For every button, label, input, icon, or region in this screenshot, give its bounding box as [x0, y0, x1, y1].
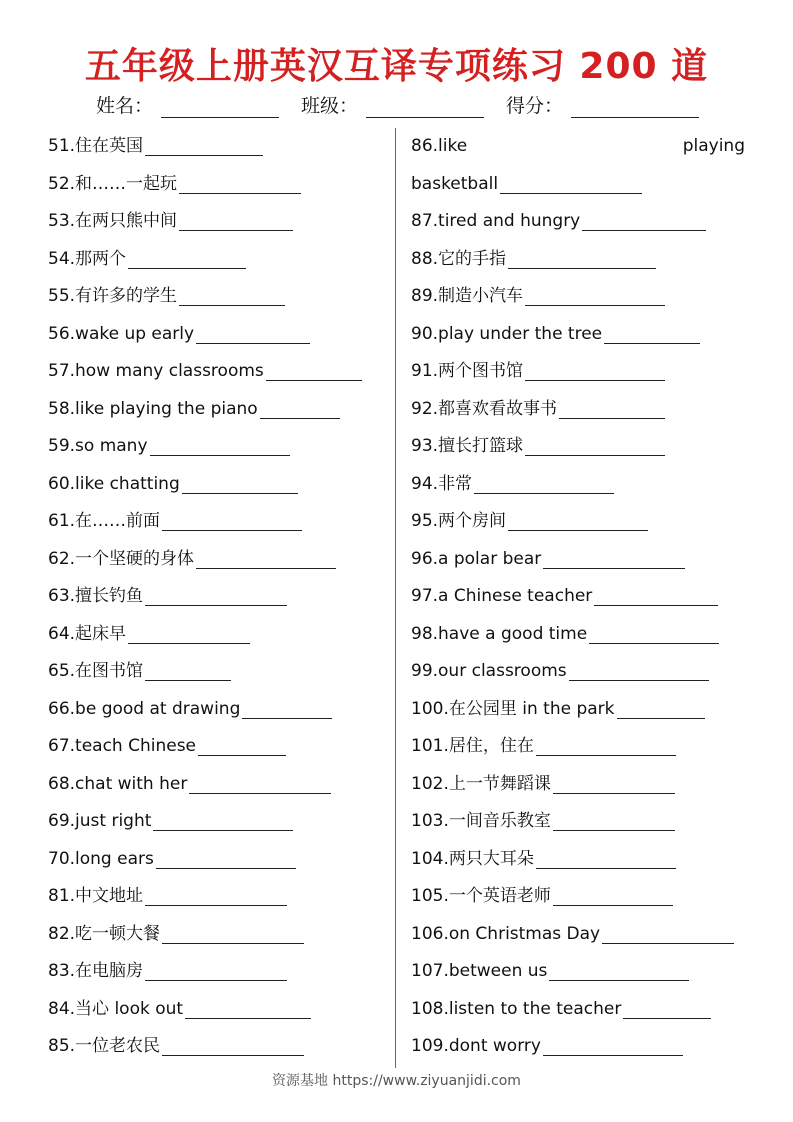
question-item	[411, 991, 751, 1029]
question-text: 63.擅长钓鱼	[48, 586, 144, 607]
question-item	[48, 878, 388, 916]
answer-blank[interactable]	[182, 475, 298, 494]
question-item	[48, 503, 388, 541]
answer-blank[interactable]	[525, 287, 665, 306]
question-item	[48, 616, 388, 654]
question-text: 69.just right	[48, 811, 152, 832]
question-item	[411, 578, 751, 616]
question-item	[48, 766, 388, 804]
question-text: 62.一个坚硬的身体	[48, 548, 195, 569]
right-question-column	[411, 128, 751, 1066]
question-text: 102.上一节舞蹈课	[411, 773, 551, 794]
question-text: 103.一间音乐教室	[411, 811, 551, 832]
answer-blank[interactable]	[150, 437, 290, 456]
answer-blank[interactable]	[536, 737, 676, 756]
question-text: 60.like chatting	[48, 473, 180, 494]
answer-blank[interactable]	[617, 700, 705, 719]
question-text: 67.teach Chinese	[48, 736, 197, 757]
question-item	[411, 316, 751, 354]
worksheet-title: 五年级上册英汉互译专项练习 200 道	[84, 46, 709, 87]
class-blank[interactable]	[366, 97, 484, 118]
question-text: 98.have a good time	[411, 623, 588, 644]
question-text: 85.一位老农民	[48, 1036, 161, 1057]
question-text: 84.当心 look out	[48, 998, 184, 1019]
question-item	[48, 278, 388, 316]
question-text-continued: playing	[682, 136, 745, 157]
answer-blank[interactable]	[594, 587, 718, 606]
question-text: 87.tired and hungry	[411, 211, 581, 232]
question-text: 89.制造小汽车	[411, 286, 524, 307]
column-divider	[395, 128, 396, 1068]
question-text: 68.chat with her	[48, 773, 188, 794]
question-item	[411, 353, 751, 391]
question-text: 91.两个图书馆	[411, 361, 524, 382]
answer-blank[interactable]	[525, 437, 665, 456]
name-field[interactable]	[96, 91, 279, 118]
score-field[interactable]	[506, 91, 699, 118]
question-text: 109.dont worry	[411, 1036, 541, 1057]
answer-blank[interactable]	[196, 550, 336, 569]
question-item	[411, 428, 751, 466]
answer-blank[interactable]	[128, 250, 246, 269]
question-text: 56.wake up early	[48, 323, 195, 344]
answer-blank[interactable]	[559, 400, 665, 419]
answer-blank[interactable]	[508, 512, 648, 531]
question-text: 82.吃一顿大餐	[48, 923, 161, 944]
question-item	[48, 916, 388, 954]
question-text: 100.在公园里 in the park	[411, 698, 615, 719]
question-text: 86.like	[411, 136, 468, 157]
question-item	[48, 953, 388, 991]
question-text: 101.居住，住在	[411, 736, 534, 757]
question-item	[411, 616, 751, 654]
answer-blank[interactable]	[145, 887, 287, 906]
question-item	[411, 878, 751, 916]
footer-source: 资源基地 https://www.ziyuanjidi.com	[272, 1073, 521, 1089]
question-item	[411, 803, 751, 841]
answer-blank[interactable]	[543, 550, 685, 569]
question-text: 52.和……一起玩	[48, 173, 178, 194]
question-item	[411, 653, 751, 691]
question-text: 106.on Christmas Day	[411, 923, 601, 944]
answer-blank[interactable]	[185, 1000, 311, 1019]
answer-blank[interactable]	[179, 175, 301, 194]
answer-blank[interactable]	[623, 1000, 711, 1019]
question-text: 104.两只大耳朵	[411, 848, 534, 869]
answer-blank[interactable]	[179, 287, 285, 306]
question-text: 53.在两只熊中间	[48, 211, 178, 232]
answer-blank[interactable]	[553, 775, 675, 794]
answer-blank[interactable]	[242, 700, 332, 719]
answer-blank[interactable]	[500, 175, 642, 194]
question-text: 94.非常	[411, 473, 473, 494]
answer-blank[interactable]	[198, 737, 286, 756]
answer-blank[interactable]	[145, 962, 287, 981]
question-text: 54.那两个	[48, 248, 127, 269]
question-item	[48, 128, 388, 166]
question-text: 59.so many	[48, 436, 148, 457]
answer-blank[interactable]	[179, 212, 293, 231]
answer-blank[interactable]	[145, 587, 287, 606]
answer-blank[interactable]	[582, 212, 706, 231]
question-item	[411, 203, 751, 241]
question-item	[411, 466, 751, 504]
question-item	[48, 841, 388, 879]
question-item	[48, 241, 388, 279]
question-item	[411, 166, 751, 204]
question-text: 70.long ears	[48, 848, 154, 869]
score-blank[interactable]	[571, 97, 699, 118]
answer-blank[interactable]	[604, 325, 700, 344]
answer-blank[interactable]	[553, 887, 673, 906]
question-text: 95.两个房间	[411, 511, 507, 532]
question-text: 64.起床早	[48, 623, 127, 644]
answer-blank[interactable]	[474, 475, 614, 494]
question-text: 58.like playing the piano	[48, 398, 258, 419]
question-item	[411, 391, 751, 429]
answer-blank[interactable]	[260, 400, 340, 419]
answer-blank[interactable]	[196, 325, 310, 344]
question-item	[411, 841, 751, 879]
question-item	[48, 353, 388, 391]
answer-blank[interactable]	[589, 625, 719, 644]
question-item	[48, 203, 388, 241]
question-text: 88.它的手指	[411, 248, 507, 269]
answer-blank[interactable]	[128, 625, 250, 644]
question-item	[411, 241, 751, 279]
question-text: 65.在图书馆	[48, 661, 144, 682]
question-item	[48, 316, 388, 354]
question-text: 108.listen to the teacher	[411, 998, 622, 1019]
answer-blank[interactable]	[266, 362, 362, 381]
question-text: 57.how many classrooms	[48, 361, 264, 382]
answer-blank[interactable]	[549, 962, 689, 981]
question-item	[411, 503, 751, 541]
answer-blank[interactable]	[162, 1037, 304, 1056]
question-item	[411, 728, 751, 766]
student-info-row	[96, 91, 726, 117]
answer-blank[interactable]	[536, 850, 676, 869]
question-item	[411, 128, 745, 166]
question-item	[48, 166, 388, 204]
question-item	[48, 1028, 388, 1066]
question-item	[411, 691, 751, 729]
question-text: 66.be good at drawing	[48, 698, 241, 719]
question-item	[48, 691, 388, 729]
question-text: 107.between us	[411, 961, 548, 982]
question-item	[48, 578, 388, 616]
question-text: 55.有许多的学生	[48, 286, 178, 307]
question-item	[411, 916, 751, 954]
question-item	[48, 466, 388, 504]
question-item	[48, 391, 388, 429]
question-item	[48, 428, 388, 466]
question-text: 81.中文地址	[48, 886, 144, 907]
question-item	[48, 541, 388, 579]
class-label: 班级：	[301, 95, 359, 117]
answer-blank[interactable]	[145, 662, 231, 681]
question-text: 99.our classrooms	[411, 661, 567, 682]
answer-blank[interactable]	[189, 775, 331, 794]
question-text: 51.住在英国	[48, 136, 144, 157]
question-text: 105.一个英语老师	[411, 886, 551, 907]
name-label: 姓名：	[96, 95, 154, 117]
question-item	[411, 278, 751, 316]
question-item	[48, 803, 388, 841]
question-text: 93.擅长打篮球	[411, 436, 524, 457]
answer-blank[interactable]	[156, 850, 296, 869]
question-text: 61.在……前面	[48, 511, 161, 532]
question-item	[411, 766, 751, 804]
question-item	[411, 541, 751, 579]
question-text: 92.都喜欢看故事书	[411, 398, 558, 419]
question-text: 96.a polar bear	[411, 548, 542, 569]
question-text: 90.play under the tree	[411, 323, 603, 344]
question-item	[48, 991, 388, 1029]
left-question-column	[48, 128, 388, 1066]
score-label: 得分：	[506, 95, 564, 117]
answer-blank[interactable]	[543, 1037, 683, 1056]
question-text: 97.a Chinese teacher	[411, 586, 593, 607]
answer-blank[interactable]	[508, 250, 656, 269]
answer-blank[interactable]	[162, 925, 304, 944]
question-text: basketball	[411, 173, 499, 194]
question-item	[48, 728, 388, 766]
answer-blank[interactable]	[145, 137, 263, 156]
question-item	[411, 1028, 751, 1066]
question-item	[48, 653, 388, 691]
answer-blank[interactable]	[553, 812, 675, 831]
answer-blank[interactable]	[525, 362, 665, 381]
name-blank[interactable]	[161, 97, 279, 118]
answer-blank[interactable]	[162, 512, 302, 531]
answer-blank[interactable]	[569, 662, 709, 681]
question-text: 83.在电脑房	[48, 961, 144, 982]
class-field[interactable]	[301, 91, 484, 118]
answer-blank[interactable]	[153, 812, 293, 831]
question-item	[411, 953, 751, 991]
answer-blank[interactable]	[602, 925, 734, 944]
